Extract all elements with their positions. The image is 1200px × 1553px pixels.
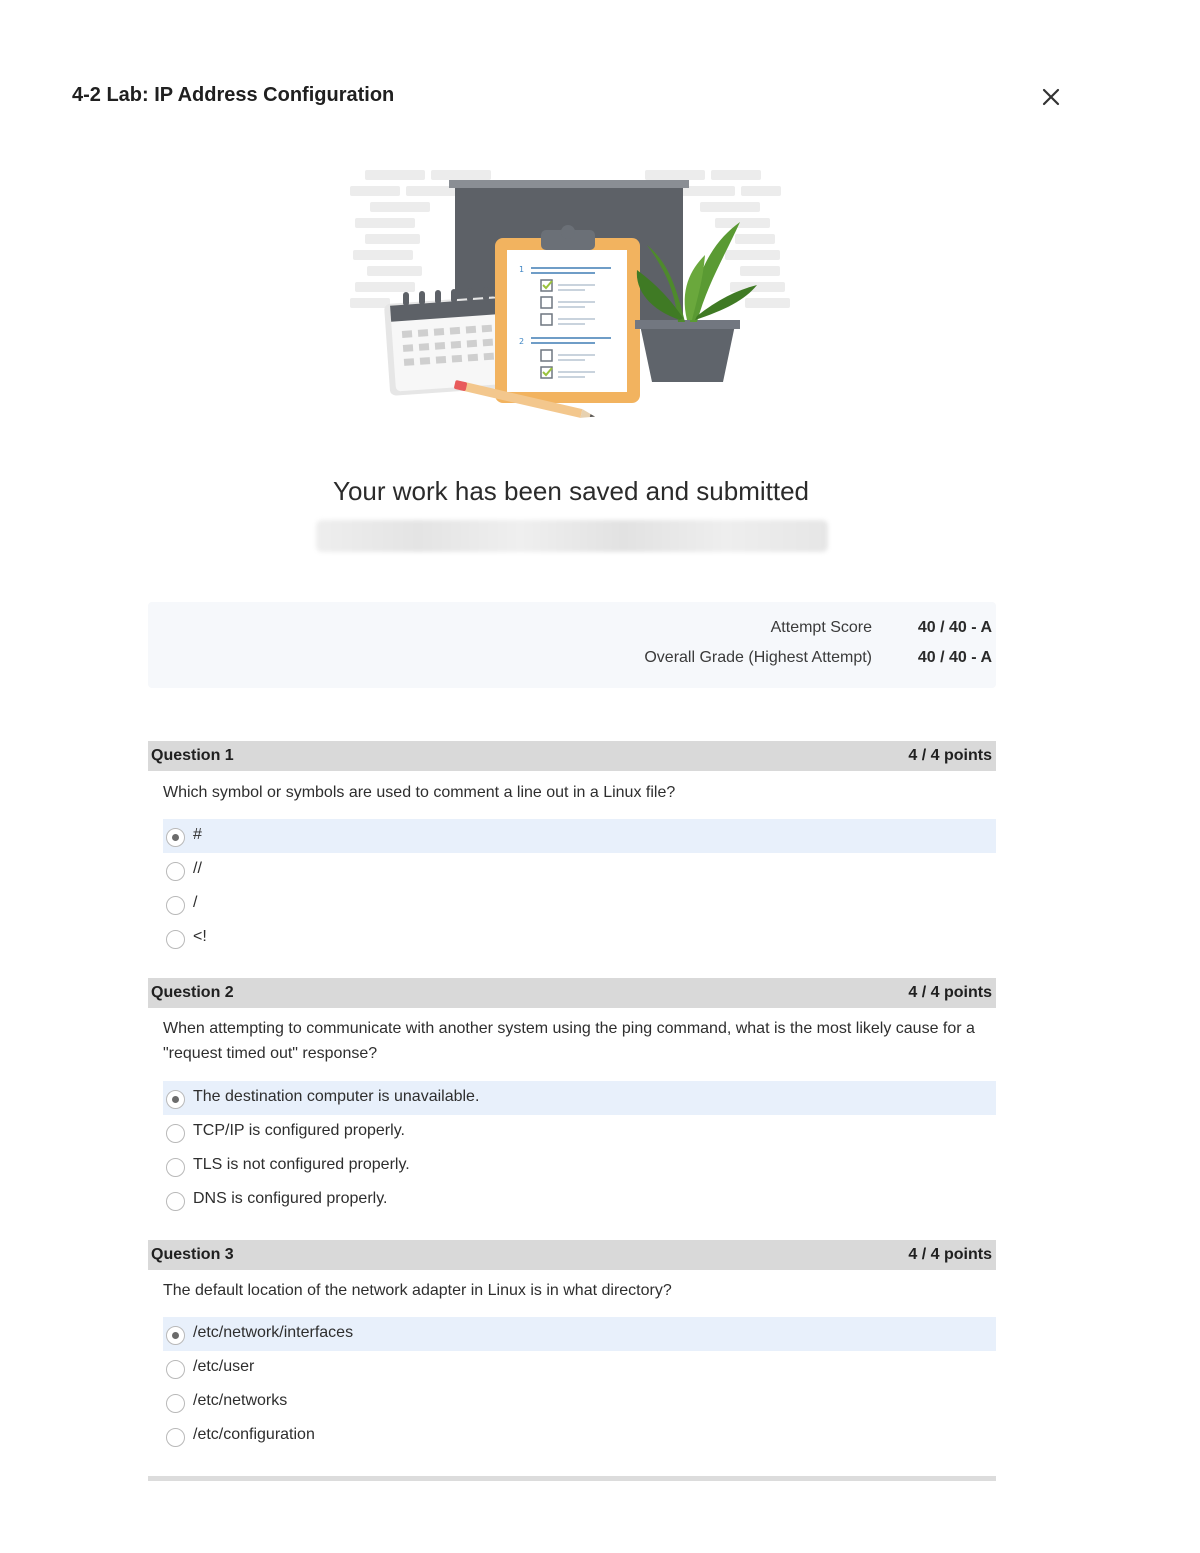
radio-icon[interactable] [166, 1192, 185, 1211]
question-title: Question 1 [151, 747, 234, 764]
answer-option-label: /etc/configuration [193, 1426, 315, 1443]
close-icon[interactable] [1036, 82, 1066, 112]
answer-option-label: /etc/networks [193, 1392, 288, 1409]
answer-option-label: TLS is not configured properly. [193, 1156, 410, 1173]
overall-grade-label: Overall Grade (Highest Attempt) [644, 649, 872, 666]
question-text: Which symbol or symbols are used to comment a line out in a Linux file? [163, 784, 676, 801]
calendar [384, 287, 505, 396]
svg-text:2: 2 [519, 337, 525, 346]
attempt-score-row [148, 619, 996, 643]
radio-icon[interactable] [166, 1394, 185, 1413]
radio-icon[interactable] [166, 896, 185, 915]
overall-grade-value: 40 / 40 - A [917, 649, 992, 666]
answer-option[interactable] [163, 887, 996, 921]
answer-option-label: DNS is configured properly. [193, 1190, 388, 1207]
question-title: Question 3 [151, 1246, 234, 1263]
overall-grade-row [148, 649, 996, 673]
radio-icon[interactable] [166, 930, 185, 949]
answer-option[interactable] [163, 1419, 996, 1453]
answer-option-label: / [193, 894, 198, 911]
submission-illustration [345, 160, 795, 430]
answer-option[interactable] [163, 1115, 996, 1149]
question-text: The default location of the network adapter in Linux is in what directory? [163, 1282, 672, 1299]
answer-option-label: // [193, 860, 202, 877]
radio-selected-icon[interactable] [166, 828, 185, 847]
question-title: Question 2 [151, 984, 234, 1001]
answer-option[interactable] [163, 1351, 996, 1385]
radio-selected-icon[interactable] [166, 1326, 185, 1345]
question-points: 4 / 4 points [908, 984, 992, 1001]
clipboard [495, 225, 640, 403]
radio-icon[interactable] [166, 1158, 185, 1177]
answer-option[interactable] [163, 1081, 996, 1115]
answer-option-label: The destination computer is unavailable. [193, 1088, 480, 1105]
answer-option-label: # [193, 826, 202, 843]
radio-icon[interactable] [166, 1428, 185, 1447]
attempt-score-label: Attempt Score [770, 619, 872, 636]
svg-text:1: 1 [519, 265, 525, 274]
answer-option-label: /etc/user [193, 1358, 255, 1375]
attempt-score-value: 40 / 40 - A [917, 619, 992, 636]
question-points: 4 / 4 points [908, 747, 992, 764]
question-points: 4 / 4 points [908, 1246, 992, 1263]
redacted-text [316, 520, 828, 552]
question-header [148, 978, 996, 1008]
page-title: 4-2 Lab: IP Address Configuration [72, 84, 395, 106]
section-divider [148, 1476, 996, 1481]
answer-option[interactable] [163, 853, 996, 887]
question-text: When attempting to communicate with another system using the ping command, what is the most likely cause for a "request timed out" response? [163, 1020, 975, 1062]
answer-option-label: TCP/IP is configured properly. [193, 1122, 405, 1139]
answer-option[interactable] [163, 1149, 996, 1183]
answer-option[interactable] [163, 1317, 996, 1351]
radio-icon[interactable] [166, 1360, 185, 1379]
radio-icon[interactable] [166, 1124, 185, 1143]
answer-option-label: /etc/network/interfaces [193, 1324, 354, 1341]
radio-selected-icon[interactable] [166, 1090, 185, 1109]
question-header [148, 741, 996, 771]
answer-option[interactable] [163, 819, 996, 853]
submission-status: Your work has been saved and submitted [332, 476, 809, 506]
answer-option[interactable] [163, 1385, 996, 1419]
question-header [148, 1240, 996, 1270]
radio-icon[interactable] [166, 862, 185, 881]
score-panel [148, 602, 996, 688]
answer-option[interactable] [163, 921, 996, 955]
answer-option[interactable] [163, 1183, 996, 1217]
answer-option-label: <! [193, 928, 207, 945]
